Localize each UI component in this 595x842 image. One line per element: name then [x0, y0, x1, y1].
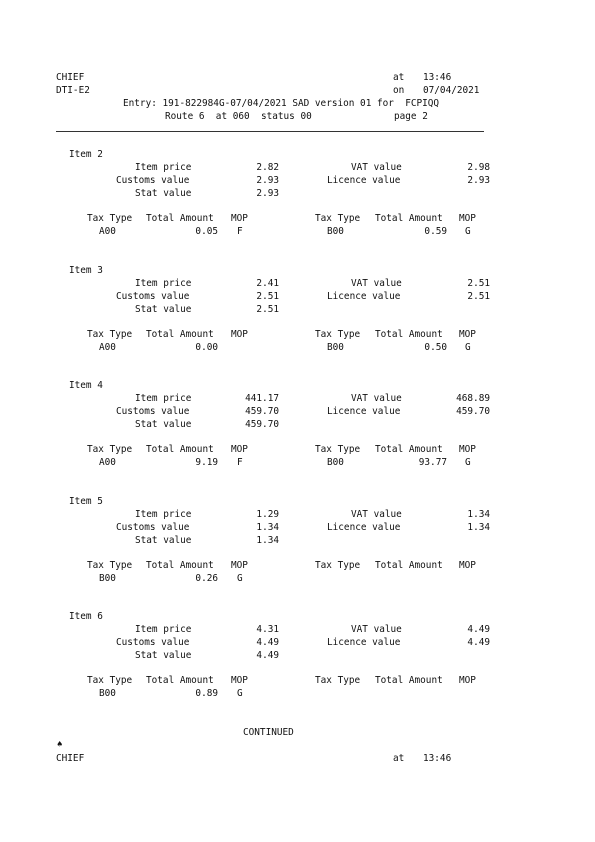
- terminal-id: DTI-E2: [56, 85, 90, 96]
- vat-value-label: VAT value: [351, 393, 402, 404]
- vat-value: 1.34: [467, 509, 490, 520]
- licence-value: 2.93: [467, 175, 490, 186]
- tax-amount: 0.59: [424, 226, 447, 237]
- tax-type-header: Tax Type: [315, 675, 361, 686]
- item-price-label: Item price: [135, 509, 192, 520]
- item-price-label: Item price: [135, 162, 192, 173]
- mop-header: MOP: [231, 444, 248, 455]
- mop-header: MOP: [231, 213, 248, 224]
- vat-value: 2.51: [467, 278, 490, 289]
- customs-value: 2.51: [256, 291, 279, 302]
- stat-value: 2.93: [256, 188, 279, 199]
- tax-amount: 0.50: [424, 342, 447, 353]
- licence-value: 459.70: [456, 406, 490, 417]
- route-line: Route 6 at 060 status 00: [165, 111, 312, 122]
- customs-value: 1.34: [256, 522, 279, 533]
- mop-header: MOP: [231, 329, 248, 340]
- item-price-label: Item price: [135, 393, 192, 404]
- tax-type-header: Tax Type: [87, 444, 133, 455]
- tax-mop: G: [237, 688, 243, 699]
- tax-amount: 9.19: [195, 457, 218, 468]
- item-price-value: 441.17: [245, 393, 279, 404]
- item-price-label: Item price: [135, 278, 192, 289]
- vat-value-label: VAT value: [351, 624, 402, 635]
- licence-value-label: Licence value: [327, 406, 401, 417]
- vat-value-label: VAT value: [351, 162, 402, 173]
- tax-amount: 0.00: [195, 342, 218, 353]
- item-title: Item 5: [69, 496, 103, 507]
- tax-type: B00: [327, 226, 344, 237]
- customs-value-label: Customs value: [116, 291, 190, 302]
- customs-value: 459.70: [245, 406, 279, 417]
- vat-value: 2.98: [467, 162, 490, 173]
- tax-amount: 93.77: [418, 457, 447, 468]
- tax-type-header: Tax Type: [315, 444, 361, 455]
- customs-value-label: Customs value: [116, 406, 190, 417]
- total-amount-header: Total Amount: [375, 213, 443, 224]
- tax-mop: F: [237, 457, 243, 468]
- mop-header: MOP: [459, 444, 476, 455]
- item-price-value: 1.29: [256, 509, 279, 520]
- spade-icon: ♠: [57, 740, 63, 750]
- tax-mop: G: [465, 457, 471, 468]
- mop-header: MOP: [231, 675, 248, 686]
- stat-value-label: Stat value: [135, 535, 192, 546]
- tax-amount: 0.05: [195, 226, 218, 237]
- total-amount-header: Total Amount: [146, 329, 214, 340]
- mop-header: MOP: [459, 560, 476, 571]
- tax-type-header: Tax Type: [315, 213, 361, 224]
- total-amount-header: Total Amount: [375, 675, 443, 686]
- licence-value: 4.49: [467, 637, 490, 648]
- customs-value-label: Customs value: [116, 175, 190, 186]
- footer-time-value: 13:46: [423, 753, 452, 764]
- time-value: 13:46: [423, 72, 452, 83]
- date-value: 07/04/2021: [423, 85, 480, 96]
- tax-amount: 0.89: [195, 688, 218, 699]
- time-label: at: [393, 72, 405, 83]
- stat-value-label: Stat value: [135, 304, 192, 315]
- stat-value: 1.34: [256, 535, 279, 546]
- tax-mop: G: [465, 342, 471, 353]
- tax-type: B00: [99, 688, 116, 699]
- total-amount-header: Total Amount: [146, 444, 214, 455]
- vat-value-label: VAT value: [351, 278, 402, 289]
- page-number: page 2: [394, 111, 428, 122]
- item-title: Item 4: [69, 380, 103, 391]
- mop-header: MOP: [459, 675, 476, 686]
- tax-type: A00: [99, 457, 116, 468]
- system-name: CHIEF: [56, 72, 85, 83]
- tax-type-header: Tax Type: [315, 329, 361, 340]
- item-price-value: 2.82: [256, 162, 279, 173]
- item-price-value: 2.41: [256, 278, 279, 289]
- stat-value-label: Stat value: [135, 650, 192, 661]
- tax-type: B00: [327, 342, 344, 353]
- mop-header: MOP: [459, 213, 476, 224]
- vat-value-label: VAT value: [351, 509, 402, 520]
- tax-type-header: Tax Type: [87, 560, 133, 571]
- continued-text: CONTINUED: [243, 727, 294, 738]
- total-amount-header: Total Amount: [146, 213, 214, 224]
- customs-value: 4.49: [256, 637, 279, 648]
- stat-value: 2.51: [256, 304, 279, 315]
- header-divider: [56, 131, 484, 132]
- item-title: Item 3: [69, 265, 103, 276]
- entry-line: Entry: 191-822984G-07/04/2021 SAD version 01 for FCPIQQ: [123, 98, 440, 109]
- item-title: Item 2: [69, 149, 103, 160]
- mop-header: MOP: [459, 329, 476, 340]
- stat-value-label: Stat value: [135, 419, 192, 430]
- vat-value: 468.89: [456, 393, 490, 404]
- licence-value-label: Licence value: [327, 291, 401, 302]
- tax-type: A00: [99, 342, 116, 353]
- tax-type-header: Tax Type: [87, 675, 133, 686]
- footer-system-name: CHIEF: [56, 753, 85, 764]
- item-title: Item 6: [69, 611, 103, 622]
- total-amount-header: Total Amount: [375, 560, 443, 571]
- tax-type: B00: [327, 457, 344, 468]
- tax-type: B00: [99, 573, 116, 584]
- tax-type: A00: [99, 226, 116, 237]
- date-label: on: [393, 85, 405, 96]
- vat-value: 4.49: [467, 624, 490, 635]
- licence-value: 1.34: [467, 522, 490, 533]
- tax-type-header: Tax Type: [87, 213, 133, 224]
- tax-mop: F: [237, 226, 243, 237]
- customs-value: 2.93: [256, 175, 279, 186]
- footer-time-label: at: [393, 753, 405, 764]
- customs-value-label: Customs value: [116, 637, 190, 648]
- total-amount-header: Total Amount: [146, 560, 214, 571]
- mop-header: MOP: [231, 560, 248, 571]
- item-price-value: 4.31: [256, 624, 279, 635]
- tax-amount: 0.26: [195, 573, 218, 584]
- licence-value-label: Licence value: [327, 522, 401, 533]
- licence-value: 2.51: [467, 291, 490, 302]
- tax-type-header: Tax Type: [315, 560, 361, 571]
- stat-value: 4.49: [256, 650, 279, 661]
- tax-mop: G: [465, 226, 471, 237]
- licence-value-label: Licence value: [327, 175, 401, 186]
- total-amount-header: Total Amount: [146, 675, 214, 686]
- tax-type-header: Tax Type: [87, 329, 133, 340]
- total-amount-header: Total Amount: [375, 329, 443, 340]
- licence-value-label: Licence value: [327, 637, 401, 648]
- total-amount-header: Total Amount: [375, 444, 443, 455]
- customs-value-label: Customs value: [116, 522, 190, 533]
- tax-mop: G: [237, 573, 243, 584]
- stat-value-label: Stat value: [135, 188, 192, 199]
- item-price-label: Item price: [135, 624, 192, 635]
- stat-value: 459.70: [245, 419, 279, 430]
